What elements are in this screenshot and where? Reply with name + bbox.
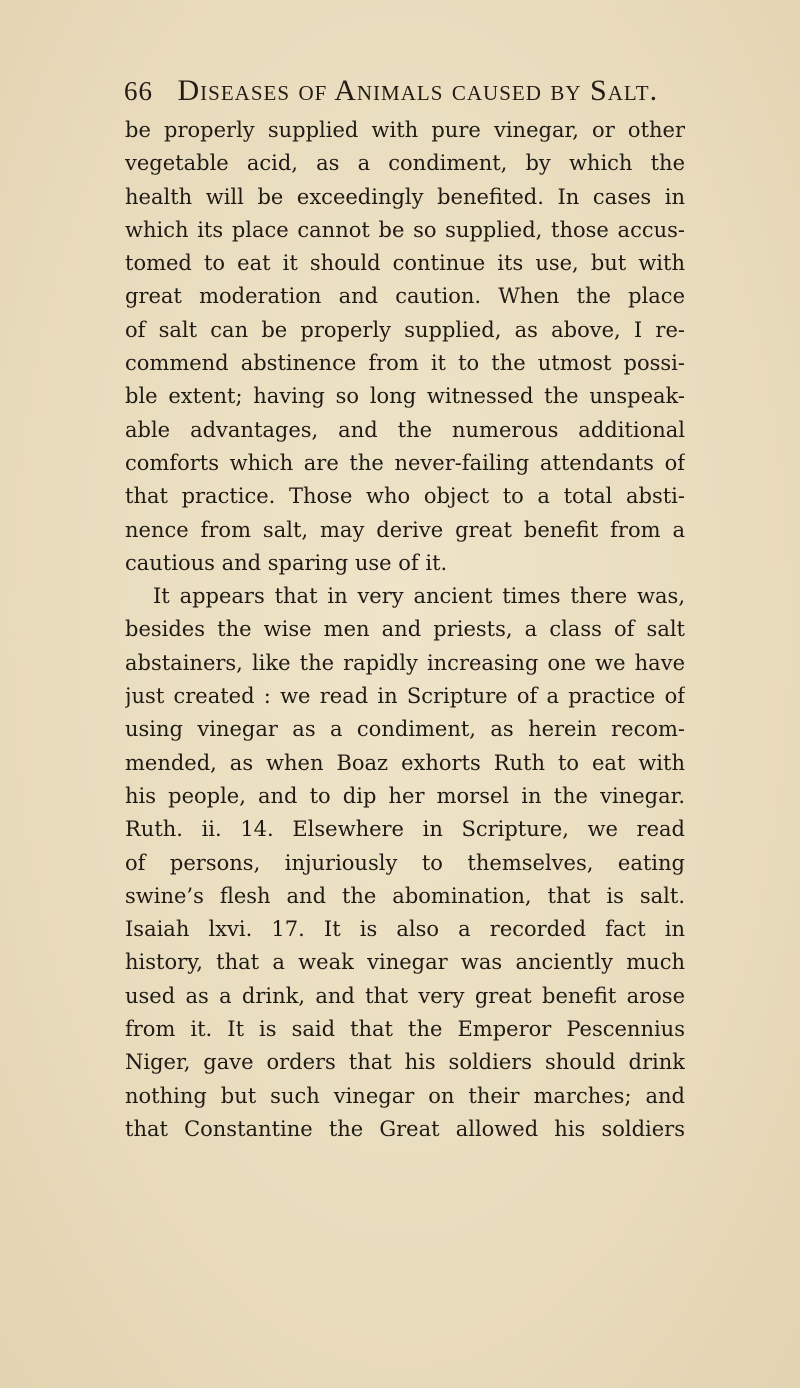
text-line-paragraph-end: cautious and sparing use of it. [125, 550, 448, 575]
text-line-paragraph-start: It appears that in very ancient times there was, [153, 584, 685, 609]
page-number: 66 [124, 76, 153, 106]
text-line: mended, as when Boaz exhorts Ruth to eat with [125, 750, 685, 775]
text-line: Niger, gave orders that his soldiers should drink [125, 1050, 685, 1075]
running-title: Diseases of Animals caused by Salt. [177, 74, 659, 107]
text-line: Ruth. ii. 14. Elsewhere in Scripture, we read [125, 817, 685, 842]
text-line: his people, and to dip her morsel in the vinegar. [125, 783, 685, 808]
text-line: that practice. Those who object to a total absti- [125, 484, 685, 509]
text-line: swine’s flesh and the abomination, that is salt. [125, 883, 685, 908]
text-line: health will be exceedingly benefited. In cases in [125, 184, 685, 209]
text-line: nence from salt, may derive great benefit from a [125, 517, 685, 542]
text-line: nothing but such vinegar on their marches; and [125, 1083, 685, 1108]
text-line: which its place cannot be so supplied, those accus- [125, 217, 685, 242]
text-line: of persons, injuriously to themselves, eating [125, 850, 685, 875]
text-line: be properly supplied with pure vinegar, or other [125, 118, 685, 142]
page-header [124, 74, 724, 114]
text-line: comforts which are the never-failing attendants of [125, 450, 685, 475]
text-line: used as a drink, and that very great benefit arose [125, 983, 685, 1008]
text-line: history, that a weak vinegar was anciently much [125, 950, 685, 975]
text-line: ble extent; having so long witnessed the unspeak- [125, 384, 685, 409]
text-line: of salt can be properly supplied, as above, I re- [125, 317, 685, 342]
text-line: commend abstinence from it to the utmost possi- [125, 351, 685, 376]
text-line: using vinegar as a condiment, as herein recom- [125, 717, 685, 742]
text-line: great moderation and caution. When the place [125, 284, 685, 309]
text-line: tomed to eat it should continue its use, but with [125, 251, 685, 276]
text-line: vegetable acid, as a condiment, by which the [125, 151, 685, 176]
text-line: that Constantine the Great allowed his soldiers [125, 1116, 685, 1141]
text-line: abstainers, like the rapidly increasing one we have [125, 650, 685, 675]
text-line: besides the wise men and priests, a class of salt [125, 617, 685, 642]
text-line: from it. It is said that the Emperor Pescennius [125, 1017, 685, 1042]
text-line: Isaiah lxvi. 17. It is also a recorded fact in [125, 917, 685, 942]
text-line: just created : we read in Scripture of a practice of [125, 684, 685, 709]
text-line: able advantages, and the numerous additional [125, 417, 685, 442]
body-text [125, 114, 685, 1146]
